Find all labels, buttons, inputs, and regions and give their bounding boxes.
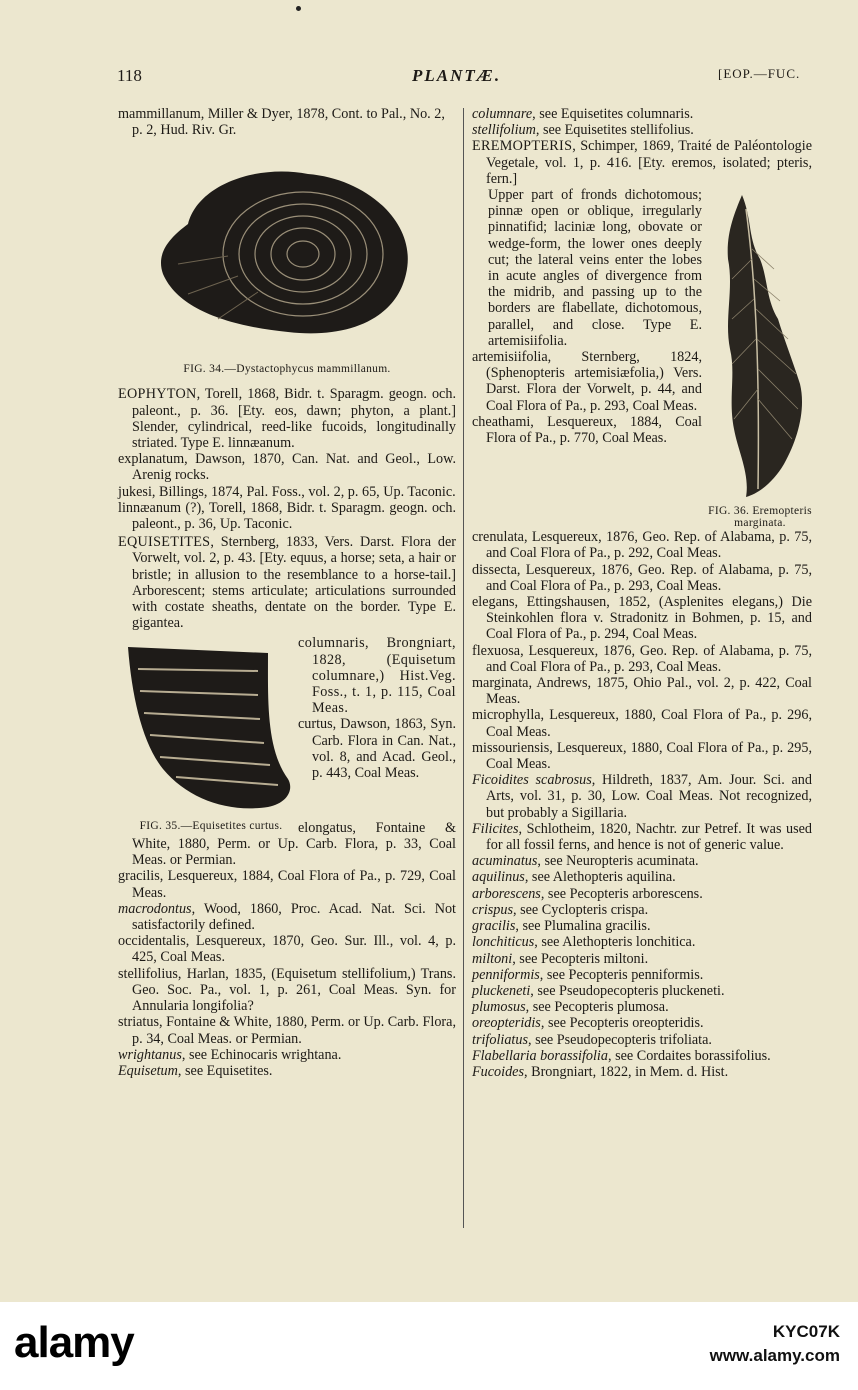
entry-ficoidites: Ficoidites scabrosus, Hildreth, 1837, Am. Jour. Sci. and Arts, vol. 31, p. 30, Low. Coal Meas. Not recognized, but probably a Sigillaria. bbox=[472, 772, 812, 821]
entry-explanatum: explanatum, Dawson, 1870, Can. Nat. and Geol., Low. Arenig rocks. bbox=[118, 451, 456, 484]
entry-stellifolius: stellifolius, Harlan, 1835, (Equisetum stellifolium,) Trans. Geo. Soc. Pa., vol. 1, p. 261, Coal Meas. Syn. for Annularia longifolia? bbox=[118, 965, 456, 1015]
entry-wrightanus: wrightanus, see Echinocaris wrightana. bbox=[118, 1046, 342, 1063]
figure-36 bbox=[708, 189, 812, 529]
entry-crenulata: crenulata, Lesquereux, 1876, Geo. Rep. of Alabama, p. 75, and Coal Flora of Pa., p. 292, Coal Meas. bbox=[472, 529, 812, 562]
entry-linnaeanum: linnæanum (?), Torell, 1868, Bidr. t. Sparagm. geogn. och. paleont., p. 36, Up. Taconic. bbox=[118, 499, 456, 533]
list-item: aquilinus, see Alethopteris aquilina. bbox=[472, 869, 676, 886]
entry-fucoides: Fucoides, Brongniart, 1822, in Mem. d. Hist. bbox=[472, 1063, 729, 1080]
entry-elongatus: elongatus, Fontaine & White, 1880, Perm. or Up. Carb. Flora, p. 33, Coal Meas. or Permian. bbox=[132, 819, 456, 869]
filicites-see-list bbox=[472, 853, 812, 1047]
right-column bbox=[472, 106, 812, 1080]
list-item: plumosus, see Pecopteris plumosa. bbox=[472, 999, 669, 1016]
entry-elegans: elegans, Ettingshausen, 1852, (Asplenites elegans,) Die Steinkohlen flora v. Stradonitz in Bohmen, p. 15, and Coal Flora of Pa., p. 294, Coal Meas. bbox=[472, 594, 812, 643]
entry-missouriensis: missouriensis, Lesquereux, 1880, Coal Flora of Pa., p. 295, Coal Meas. bbox=[472, 739, 812, 773]
entry-flexuosa: flexuosa, Lesquereux, 1876, Geo. Rep. of Alabama, p. 75, and Coal Flora of Pa., p. 293, Coal Meas. bbox=[472, 642, 812, 675]
site-url: www.alamy.com bbox=[709, 1346, 840, 1365]
genus-equisetites: EQUISETITES bbox=[118, 534, 211, 551]
entry-equisetum: Equisetum, see Equisetites. bbox=[118, 1062, 273, 1079]
entry-gracilis: gracilis, Lesquereux, 1884, Coal Flora of Pa., p. 729, Coal Meas. bbox=[118, 868, 456, 901]
list-item: lonchiticus, see Alethopteris lonchitica. bbox=[472, 934, 696, 951]
ink-dot bbox=[296, 6, 301, 11]
entry-mammillanum: mammillanum, Miller & Dyer, 1878, Cont. to Pal., No. 2, p. 2, Hud. Riv. Gr. bbox=[118, 106, 445, 139]
entry-striatus: striatus, Fontaine & White, 1880, Perm. or Up. Carb. Flora, p. 34, Coal Meas. or Permian. bbox=[118, 1014, 456, 1047]
list-item: miltoni, see Pecopteris miltoni. bbox=[472, 950, 649, 967]
page-number: 118 bbox=[117, 66, 142, 85]
column-divider bbox=[463, 108, 464, 1228]
entry-stellifolium: stellifolium, see Equisetites stellifolius. bbox=[472, 122, 694, 139]
figure-36-caption: FIG. 36. Eremopteris marginata. bbox=[708, 505, 812, 530]
alamy-logo: alamy bbox=[14, 1318, 134, 1367]
eremopteris-frond-illustration bbox=[708, 189, 812, 501]
entry-occidentalis: occidentalis, Lesquereux, 1870, Geo. Sur. Ill., vol. 4, p. 425, Coal Meas. bbox=[118, 933, 456, 966]
entry-equisetites: EQUISETITES, Sternberg, 1833, Vers. Darst. Flora der Vorwelt, vol. 2, p. 43. [Ety. equus, a horse; seta, a hair or bristle; in allusion to the resemblance to a horse-tail.] Arborescent; stems articulate; articulations surrounded with costate sheaths, dentate on the border. Type E. gigantea. bbox=[118, 534, 456, 632]
fossil-disc-illustration bbox=[118, 144, 456, 356]
equisetites-stem-illustration bbox=[118, 639, 304, 817]
figure-34 bbox=[118, 144, 456, 374]
entry-microphylla: microphylla, Lesquereux, 1880, Coal Flora of Pa., p. 296, Coal Meas. bbox=[472, 707, 812, 740]
list-item: penniformis, see Pecopteris penniformis. bbox=[472, 966, 704, 983]
entry-macrodontus: macrodontus, Wood, 1860, Proc. Acad. Nat. Sci. Not satisfactorily defined. bbox=[118, 900, 456, 934]
entry-columnare: columnare, see Equisetites columnaris. bbox=[472, 106, 694, 122]
entry-flabellaria: Flabellaria borassifolia, see Cordaites borassifolius. bbox=[472, 1047, 771, 1064]
entry-jukesi: jukesi, Billings, 1874, Pal. Foss., vol. 2, p. 65, Up. Taconic. bbox=[118, 483, 456, 500]
list-item: acuminatus, see Neuropteris acuminata. bbox=[472, 853, 699, 870]
image-id: KYC07K bbox=[772, 1322, 840, 1341]
running-range: [EOP.—FUC. bbox=[718, 66, 801, 81]
running-title: PLANTÆ. bbox=[412, 66, 502, 85]
figure-34-caption: FIG. 34.—Dystactophycus mammillanum. bbox=[183, 362, 391, 375]
entry-eremopteris: EREMOPTERIS, Schimper, 1869, Traité de Paléontologie Vegetale, vol. 1, p. 416. [Ety. eremos, isolated; pteris, fern.] bbox=[472, 138, 812, 187]
entry-cheathami: cheathami, Lesquereux, 1884, Coal Flora of Pa., p. 770, Coal Meas. bbox=[472, 413, 702, 447]
list-item: pluckeneti, see Pseudopecopteris pluckeneti. bbox=[472, 982, 725, 999]
entry-eophyton: EOPHYTON, Torell, 1868, Bidr. t. Sparagm. geogn. och. paleont., p. 36. [Ety. eos, dawn; phyton, a plant.] Slender, cylindrical, reed-like fucoids, longitudinally striated. Type E. linnæanum. bbox=[118, 386, 456, 452]
list-item: crispus, see Cyclopteris crispa. bbox=[472, 901, 649, 918]
left-column bbox=[118, 106, 456, 1079]
list-item: gracilis, see Plumalina gracilis. bbox=[472, 918, 651, 935]
entry-curtus: curtus, Dawson, 1863, Syn. Carb. Flora in Can. Nat., vol. 8, and Acad. Geol., p. 443, Coal Meas. bbox=[298, 716, 456, 782]
eremopteris-description: Upper part of fronds dichotomous; pinnæ open or oblique, irregularly pinnatifid; laciniæ long, obovate or wedge-form, the lower ones deeply cut; the lateral veins enter the lobes in acute angles of divergence from the midrib, and passing up to the borders are flabellate, dichotomous, parallel, and close. Type E. artemisiifolia. bbox=[488, 187, 702, 349]
entry-marginata: marginata, Andrews, 1875, Ohio Pal., vol. 2, p. 422, Coal Meas. bbox=[472, 675, 812, 708]
list-item: trifoliatus, see Pseudopecopteris trifoliata. bbox=[472, 1031, 712, 1048]
genus-eophyton: EOPHYTON bbox=[118, 386, 197, 403]
list-item: oreopteridis, see Pecopteris oreopteridis. bbox=[472, 1015, 704, 1032]
figure-35-caption: FIG. 35.—Equisetites curtus. bbox=[139, 819, 283, 832]
figure-35 bbox=[118, 639, 304, 833]
list-item: arborescens, see Pecopteris arborescens. bbox=[472, 885, 703, 902]
entry-dissecta: dissecta, Lesquereux, 1876, Geo. Rep. of Alabama, p. 75, and Coal Flora of Pa., p. 293, Coal Meas. bbox=[472, 561, 812, 594]
entry-columnaris: columnaris, Brongniart, 1828, (Equisetum columnare,) Hist.Veg. Foss., t. 1, p. 115, Coal Meas. bbox=[298, 635, 456, 717]
entry-filicites: Filicites, Schlotheim, 1820, Nachtr. zur Petref. It was used for all fossil ferns, and hence is not of generic value. bbox=[472, 820, 812, 854]
genus-eremopteris: EREMOPTERIS bbox=[472, 138, 573, 155]
entry-artemisiifolia: artemisiifolia, Sternberg, 1824, (Sphenopteris artemisiæfolia,) Vers. Darst. Flora der Vorwelt, p. 44, and Coal Flora of Pa., p. 293, Coal Meas. bbox=[472, 349, 702, 414]
